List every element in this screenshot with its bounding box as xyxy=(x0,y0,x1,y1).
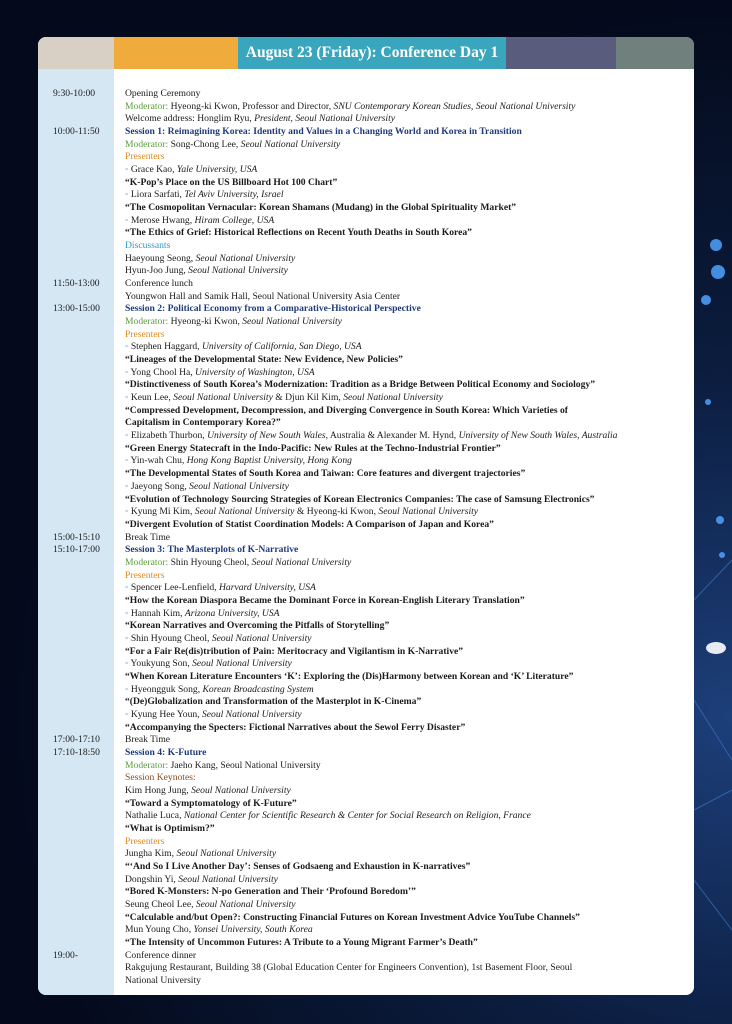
row-content xyxy=(125,823,215,836)
text-fragment: Presenters xyxy=(125,328,165,340)
schedule-row xyxy=(38,823,694,836)
text-fragment: University of Washington, USA xyxy=(195,366,315,378)
text-fragment: Moderator: xyxy=(125,316,169,328)
row-content xyxy=(125,189,284,202)
row-content xyxy=(125,126,522,139)
schedule-row xyxy=(38,924,694,937)
text-fragment: Seoul National University xyxy=(240,138,341,150)
row-content xyxy=(125,532,170,545)
schedule-row xyxy=(38,341,694,354)
text-fragment: Keun Lee, xyxy=(130,392,174,404)
row-content xyxy=(125,265,288,278)
text-fragment: “Korean Narratives and Overcoming the Pitfalls of Storytelling” xyxy=(125,620,390,632)
text-fragment: “When Korean Literature Encounters ‘K’: Exploring the (Dis)Harmony between Korean and ‘K’ Literature” xyxy=(125,670,574,682)
text-fragment: Korean Broadcasting System xyxy=(202,683,314,695)
schedule-row xyxy=(38,177,694,190)
text-fragment: Spencer Lee-Lenfield, xyxy=(130,582,219,594)
row-content xyxy=(125,798,297,811)
text-fragment: Seoul National University xyxy=(343,392,443,404)
text-fragment: ◦ xyxy=(125,164,131,176)
text-fragment: Shin Hyoung Cheol, xyxy=(168,556,252,568)
text-fragment: President, Seoul National University xyxy=(254,113,396,125)
row-content xyxy=(125,608,280,621)
text-fragment: Mun Young Cho, xyxy=(125,924,194,936)
text-fragment: Presenters xyxy=(125,569,165,581)
schedule-row xyxy=(38,379,694,392)
text-fragment: Rakgujung Restaurant, Building 38 (Global Education Center for Engineers Convention), 1st Basement Floor, Seoul xyxy=(125,962,573,974)
schedule-row xyxy=(38,722,694,735)
schedule-row xyxy=(38,785,694,798)
text-fragment: ◦ xyxy=(125,506,131,518)
text-fragment: University of New South Wales, Australia xyxy=(458,430,618,442)
time-slot: 10:00-11:50 xyxy=(53,126,100,138)
text-fragment: ◦ xyxy=(125,392,131,404)
text-fragment: National Center for Scientific Research & Center for Social Research on Religion, France xyxy=(183,810,531,822)
text-fragment: Moderator: xyxy=(125,556,169,568)
text-fragment: Arizona University, USA xyxy=(184,607,280,619)
row-content xyxy=(125,557,351,570)
text-fragment: Seoul National University xyxy=(176,848,277,860)
text-fragment: Kyung Hee Youn, xyxy=(130,708,202,720)
row-content xyxy=(125,810,531,823)
row-content xyxy=(125,760,321,773)
text-fragment: Jaeho Kang, Seoul National University xyxy=(168,759,321,771)
text-fragment: Yin-wah Chu, xyxy=(130,455,187,467)
text-fragment: ◦ xyxy=(125,658,131,670)
text-fragment: Nathalie Luca, xyxy=(125,810,184,822)
schedule-row xyxy=(38,113,694,126)
text-fragment: Jungha Kim, xyxy=(125,848,177,860)
text-fragment: “The Ethics of Grief: Historical Reflections on Recent Youth Deaths in South Korea” xyxy=(125,227,472,239)
row-content xyxy=(125,278,193,291)
row-content xyxy=(125,747,206,760)
text-fragment: Harvard University, USA xyxy=(218,582,316,594)
schedule-row xyxy=(38,696,694,709)
text-fragment: Youkyung Son, xyxy=(130,658,193,670)
text-fragment: Presenters xyxy=(125,151,165,163)
row-content xyxy=(125,494,594,507)
row-content xyxy=(125,709,302,722)
text-fragment: Conference lunch xyxy=(125,278,193,290)
schedule-row xyxy=(38,874,694,887)
text-fragment: & Hyeong-ki Kwon, xyxy=(294,506,379,518)
text-fragment: Hiram College, USA xyxy=(194,214,275,226)
row-content xyxy=(125,582,316,595)
schedule-row xyxy=(38,582,694,595)
text-fragment: Hannah Kim, xyxy=(130,607,185,619)
schedule-row xyxy=(38,962,694,975)
text-fragment: “How the Korean Diaspora Became the Dominant Force in Korean-English Literary Translation” xyxy=(125,594,525,606)
row-content xyxy=(125,405,568,418)
schedule-row xyxy=(38,455,694,468)
text-fragment: Presenters xyxy=(125,835,165,847)
schedule-row xyxy=(38,151,694,164)
row-content xyxy=(125,202,516,215)
schedule-row xyxy=(38,671,694,684)
row-content xyxy=(125,443,501,456)
text-fragment: Elizabeth Thurbon, xyxy=(130,430,208,442)
schedule-row xyxy=(38,240,694,253)
text-fragment: & Djun Kil Kim, xyxy=(272,392,344,404)
text-fragment: Song-Chong Lee, xyxy=(168,138,241,150)
text-fragment: National University xyxy=(125,975,201,987)
header-segment xyxy=(38,37,114,69)
schedule-row xyxy=(38,405,694,418)
text-fragment: Yong Chool Ha, xyxy=(130,366,196,378)
row-content xyxy=(125,430,617,443)
text-fragment: “What is Optimism?” xyxy=(125,822,215,834)
row-content xyxy=(125,329,164,342)
row-content xyxy=(125,696,421,709)
text-fragment: Session 3: The Masterplots of K-Narrative xyxy=(125,544,299,556)
schedule-row xyxy=(38,227,694,240)
schedule-row xyxy=(38,848,694,861)
row-content xyxy=(125,177,337,190)
text-fragment: Moderator: xyxy=(125,759,169,771)
text-fragment: Session 4: K-Future xyxy=(125,746,207,758)
row-content xyxy=(125,671,573,684)
header-segment xyxy=(506,37,616,69)
text-fragment: “Evolution of Technology Sourcing Strategies of Korean Electronics Companies: The case of Samsung Electronics” xyxy=(125,493,595,505)
row-content xyxy=(125,785,291,798)
text-fragment: Hyeong-ki Kwon, Professor and Director, xyxy=(168,100,334,112)
row-content xyxy=(125,646,463,659)
row-content xyxy=(125,861,470,874)
text-fragment: “For a Fair Re(dis)tribution of Pain: Meritocracy and Vigilantism in K-Narrative” xyxy=(125,645,464,657)
schedule-row xyxy=(38,253,694,266)
schedule-row xyxy=(38,557,694,570)
schedule-list xyxy=(38,88,694,988)
text-fragment: “Divergent Evolution of Statist Coordination Models: A Comparison of Japan and Korea” xyxy=(125,518,494,530)
row-content xyxy=(125,101,575,114)
schedule-row xyxy=(38,646,694,659)
schedule-row xyxy=(38,392,694,405)
text-fragment: ◦ xyxy=(125,632,131,644)
text-fragment: Shin Hyoung Cheol, xyxy=(130,632,212,644)
row-content xyxy=(125,544,298,557)
text-fragment: “(De)Globalization and Transformation of the Masterplot in K-Cinema” xyxy=(125,696,422,708)
schedule-row xyxy=(38,633,694,646)
row-content xyxy=(125,570,164,583)
schedule-row xyxy=(38,899,694,912)
header-segment xyxy=(616,37,694,69)
row-content xyxy=(125,240,170,253)
text-fragment: ◦ xyxy=(125,582,131,594)
schedule-row xyxy=(38,709,694,722)
row-content xyxy=(125,772,196,785)
row-content xyxy=(125,215,274,228)
schedule-row xyxy=(38,912,694,925)
text-fragment: ◦ xyxy=(125,455,131,467)
text-fragment: Session 1: Reimagining Korea: Identity and Values in a Changing World and Korea in Transition xyxy=(125,126,522,138)
schedule-row xyxy=(38,417,694,430)
text-fragment: “‘And So I Live Another Day’: Senses of Godsaeng and Exhaustion in K-narratives” xyxy=(125,860,471,872)
row-content xyxy=(125,253,295,266)
row-content xyxy=(125,392,443,405)
schedule-row xyxy=(38,595,694,608)
text-fragment: Seoul National University xyxy=(201,708,302,720)
row-content xyxy=(125,354,403,367)
text-fragment: Capitalism in Contemporary Korea?” xyxy=(125,417,281,429)
schedule-row xyxy=(38,278,694,291)
text-fragment: ◦ xyxy=(125,366,131,378)
text-fragment: ◦ xyxy=(125,189,131,201)
text-fragment: Session Keynotes: xyxy=(125,772,196,784)
text-fragment: SNU Contemporary Korean Studies, Seoul National University xyxy=(333,100,576,112)
text-fragment: ◦ xyxy=(125,341,131,353)
schedule-row xyxy=(38,950,694,963)
text-fragment: “Green Energy Statecraft in the Indo-Pacific: New Rules at the Techno-Industrial Frontier” xyxy=(125,442,501,454)
text-fragment: “Accompanying the Specters: Fictional Narratives about the Sewol Ferry Disaster” xyxy=(125,721,466,733)
text-fragment: Kyung Mi Kim, xyxy=(130,506,195,518)
text-fragment: Stephen Haggard, xyxy=(130,341,202,353)
row-content xyxy=(125,519,494,532)
schedule-row xyxy=(38,747,694,760)
text-fragment: Seoul National University xyxy=(191,784,291,796)
text-fragment: Seoul National University xyxy=(195,899,296,910)
text-fragment: Seoul National University xyxy=(192,658,292,670)
text-fragment: Seoul National University xyxy=(173,392,273,404)
text-fragment: Merose Hwang, xyxy=(130,214,195,226)
text-fragment: “The Cosmopolitan Vernacular: Korean Shamans (Mudang) in the Global Spirituality Market” xyxy=(125,202,517,214)
text-fragment: Haeyoung Seong, xyxy=(125,252,196,264)
row-content xyxy=(125,113,395,126)
text-fragment: “Bored K-Monsters: N-po Generation and Their ‘Profound Boredom’” xyxy=(125,886,416,898)
row-content xyxy=(125,848,276,861)
text-fragment: University of New South Wales xyxy=(207,430,326,442)
text-fragment: Grace Kao, xyxy=(130,164,177,176)
schedule-row xyxy=(38,139,694,152)
row-content xyxy=(125,468,525,481)
schedule-row xyxy=(38,798,694,811)
text-fragment: Seoul National University xyxy=(194,506,295,518)
text-fragment: Liora Sarfati, xyxy=(130,189,185,201)
schedule-row xyxy=(38,760,694,773)
schedule-row xyxy=(38,303,694,316)
schedule-row xyxy=(38,215,694,228)
text-fragment: Seoul National University xyxy=(242,316,342,328)
text-fragment: Seoul National University xyxy=(251,556,352,568)
row-content xyxy=(125,379,595,392)
schedule-row xyxy=(38,836,694,849)
text-fragment: Hong Kong Baptist University, Hong Kong xyxy=(186,455,352,467)
row-content xyxy=(125,734,170,747)
row-content xyxy=(125,417,281,430)
row-content xyxy=(125,620,389,633)
schedule-row xyxy=(38,126,694,139)
time-slot: 17:10-18:50 xyxy=(53,746,100,758)
schedule-row xyxy=(38,494,694,507)
row-content xyxy=(125,455,352,468)
schedule-row xyxy=(38,481,694,494)
schedule-row xyxy=(38,189,694,202)
schedule-row xyxy=(38,544,694,557)
time-slot: 17:00-17:10 xyxy=(53,734,100,746)
text-fragment: ◦ xyxy=(125,607,131,619)
text-fragment: “Lineages of the Developmental State: New Evidence, New Policies” xyxy=(125,354,403,366)
text-fragment: Seoul National University xyxy=(378,506,479,518)
schedule-row xyxy=(38,164,694,177)
text-fragment: Opening Ceremony xyxy=(125,88,201,99)
row-content xyxy=(125,975,201,988)
row-content xyxy=(125,367,315,380)
row-content xyxy=(125,88,200,101)
text-fragment: Conference dinner xyxy=(125,949,197,961)
row-content xyxy=(125,316,342,329)
row-content xyxy=(125,924,313,937)
text-fragment: Hyeongguk Song, xyxy=(130,683,203,695)
header-title: August 23 (Friday): Conference Day 1 xyxy=(238,37,506,69)
row-content xyxy=(125,722,465,735)
text-fragment: Discussants xyxy=(125,240,171,252)
text-fragment: ◦ xyxy=(125,430,131,442)
text-fragment: Yale University, USA xyxy=(176,164,258,176)
schedule-row xyxy=(38,101,694,114)
row-content xyxy=(125,684,314,697)
text-fragment: “Compressed Development, Decompression, and Diverging Convergence in South Korea: Which Varieties of xyxy=(125,404,568,416)
schedule-row xyxy=(38,316,694,329)
schedule-row xyxy=(38,620,694,633)
schedule-row xyxy=(38,329,694,342)
text-fragment: Welcome address: Honglim Ryu, xyxy=(125,113,255,125)
text-fragment: “The Developmental States of South Korea and Taiwan: Core features and divergent trajectories” xyxy=(125,468,526,480)
row-content xyxy=(125,481,289,494)
schedule-row xyxy=(38,861,694,874)
schedule-row xyxy=(38,975,694,988)
time-slot: 15:00-15:10 xyxy=(53,531,100,543)
time-slot: 9:30-10:00 xyxy=(53,88,96,99)
schedule-row xyxy=(38,532,694,545)
text-fragment: Break Time xyxy=(125,734,171,746)
schedule-row xyxy=(38,202,694,215)
schedule-row xyxy=(38,468,694,481)
row-content xyxy=(125,227,472,240)
text-fragment: Moderator: xyxy=(125,138,169,150)
schedule-row xyxy=(38,265,694,278)
text-fragment: Moderator: xyxy=(125,100,169,112)
text-fragment: Hyeong-ki Kwon, xyxy=(168,316,243,328)
header-segment xyxy=(114,37,238,69)
schedule-row xyxy=(38,506,694,519)
schedule-row xyxy=(38,367,694,380)
schedule-row xyxy=(38,291,694,304)
text-fragment: Youngwon Hall and Samik Hall, Seoul National University Asia Center xyxy=(125,290,401,302)
text-fragment: Jaeyong Song, xyxy=(130,480,190,492)
schedule-row xyxy=(38,519,694,532)
row-content xyxy=(125,164,257,177)
text-fragment: Seung Cheol Lee, xyxy=(125,899,196,910)
text-fragment: “K-Pop’s Place on the US Billboard Hot 100 Chart” xyxy=(125,176,338,188)
schedule-row xyxy=(38,570,694,583)
row-content xyxy=(125,633,312,646)
schedule-row xyxy=(38,684,694,697)
schedule-row xyxy=(38,430,694,443)
row-content xyxy=(125,874,278,887)
row-content xyxy=(125,506,478,519)
schedule-row xyxy=(38,443,694,456)
row-content xyxy=(125,139,340,152)
time-slot: 19:00- xyxy=(53,949,79,961)
text-fragment: ◦ xyxy=(125,708,131,720)
schedule-row xyxy=(38,886,694,899)
text-fragment: Yonsei University, South Korea xyxy=(193,924,313,936)
schedule-row xyxy=(38,88,694,101)
text-fragment: Break Time xyxy=(125,531,171,543)
text-fragment: “Distinctiveness of South Korea’s Modernization: Tradition as a Bridge Between Political Economy and Sociology” xyxy=(125,379,595,391)
text-fragment: Kim Hong Jung, xyxy=(125,784,192,796)
text-fragment: “Calculable and/but Open?: Constructing Financial Futures on Korean Investment Advice YouTube Channels” xyxy=(125,911,580,923)
text-fragment: Dongshin Yi, xyxy=(125,873,179,885)
text-fragment: Seoul National University xyxy=(189,480,289,492)
row-content xyxy=(125,595,525,608)
row-content xyxy=(125,937,478,950)
text-fragment: “The Intensity of Uncommon Futures: A Tribute to a Young Migrant Farmer’s Death” xyxy=(125,937,478,949)
time-slot: 11:50-13:00 xyxy=(53,278,100,290)
text-fragment: Seoul National University xyxy=(188,265,288,277)
schedule-row xyxy=(38,354,694,367)
row-content xyxy=(125,962,572,975)
time-slot: 15:10-17:00 xyxy=(53,544,100,556)
text-fragment: ◦ xyxy=(125,214,131,226)
text-fragment: Tel Aviv University, Israel xyxy=(184,189,284,201)
row-content xyxy=(125,912,580,925)
text-fragment: Seoul National University xyxy=(178,873,278,885)
text-fragment: University of California, San Diego, USA xyxy=(201,341,362,353)
schedule-row xyxy=(38,658,694,671)
schedule-row xyxy=(38,608,694,621)
text-fragment: ◦ xyxy=(125,683,131,695)
text-fragment: Session 2: Political Economy from a Comparative-Historical Perspective xyxy=(125,303,421,315)
text-fragment: “Toward a Symptomatology of K-Future” xyxy=(125,797,297,809)
schedule-card xyxy=(38,37,694,995)
text-fragment: , Australia & Alexander M. Hynd, xyxy=(325,430,459,442)
row-content xyxy=(125,303,421,316)
row-content xyxy=(125,341,362,354)
time-slot: 13:00-15:00 xyxy=(53,303,100,315)
row-content xyxy=(125,658,292,671)
row-content xyxy=(125,899,296,912)
text-fragment: ◦ xyxy=(125,480,131,492)
schedule-row xyxy=(38,772,694,785)
schedule-row xyxy=(38,810,694,823)
schedule-row xyxy=(38,937,694,950)
text-fragment: Seoul National University xyxy=(211,632,312,644)
row-content xyxy=(125,836,164,849)
schedule-row xyxy=(38,734,694,747)
row-content xyxy=(125,886,416,899)
text-fragment: Hyun-Joo Jung, xyxy=(125,265,189,277)
header-bar xyxy=(38,37,694,69)
row-content xyxy=(125,950,196,963)
row-content xyxy=(125,151,164,164)
text-fragment: Seoul National University xyxy=(195,252,296,264)
row-content xyxy=(125,291,400,304)
